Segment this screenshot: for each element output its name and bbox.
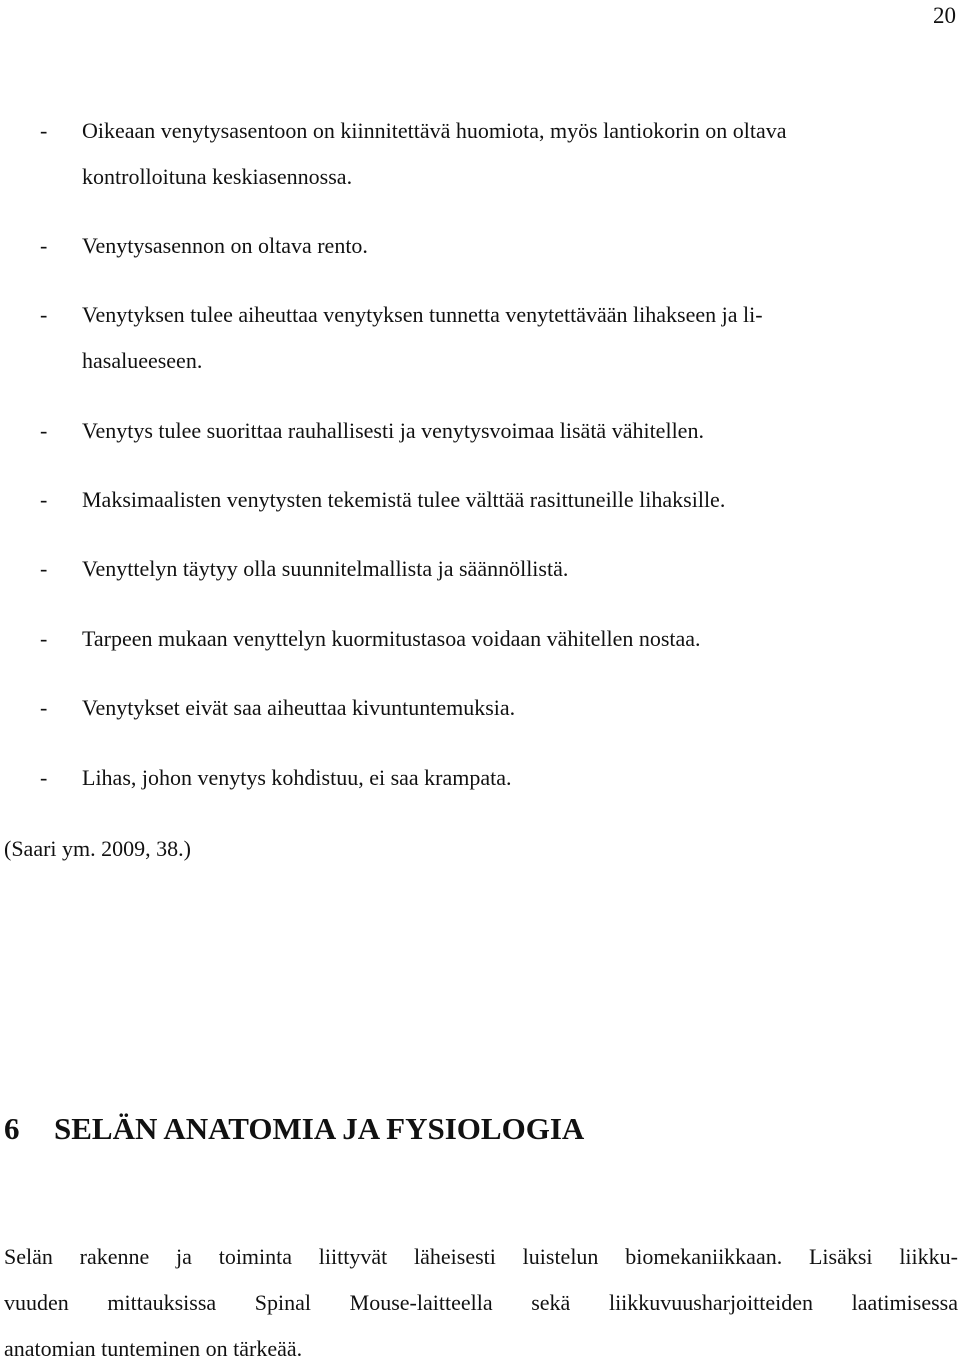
page-number: 20	[933, 3, 956, 28]
word: mittauksissa	[107, 1290, 217, 1315]
section-number: 6	[4, 1111, 20, 1146]
list-item-text: hasalueeseen.	[82, 348, 203, 373]
paragraph-line	[4, 1234, 958, 1280]
word: vuuden	[4, 1290, 69, 1315]
paragraph-line	[4, 1280, 958, 1326]
list-item-text: Venytys tulee suorittaa rauhallisesti ja venytysvoimaa lisätä vähitellen.	[82, 418, 704, 443]
bullet-dash: -	[40, 487, 48, 512]
word: biomekaniikkaan.	[625, 1244, 783, 1269]
list-item-text: Maksimaalisten venytysten tekemistä tulee välttää rasittuneille lihaksille.	[82, 487, 726, 512]
section-title: SELÄN ANATOMIA JA FYSIOLOGIA	[54, 1111, 585, 1146]
bullet-dash: -	[40, 118, 48, 143]
word: rakenne	[79, 1244, 150, 1269]
list-item-text: Oikeaan venytysasentoon on kiinnitettävä huomiota, myös lantiokorin on oltava	[82, 118, 787, 143]
bullet-dash: -	[40, 302, 48, 327]
word: läheisesti	[414, 1244, 496, 1269]
list-item-text: Lihas, johon venytys kohdistuu, ei saa krampata.	[82, 765, 512, 790]
word: toiminta	[218, 1244, 293, 1269]
section-heading	[4, 1105, 584, 1153]
paragraph-line: anatomian tunteminen on tärkeää.	[4, 1336, 303, 1361]
word: laatimisessa	[851, 1290, 958, 1315]
word: ja	[176, 1244, 192, 1269]
list-item-text: Venytyksen tulee aiheuttaa venytyksen tunnetta venytettävään lihakseen ja li-	[82, 302, 763, 327]
word: liittyvät	[318, 1244, 388, 1269]
word: Selän	[4, 1244, 53, 1269]
word: liikku-	[899, 1244, 958, 1269]
word: luistelun	[522, 1244, 599, 1269]
bullet-dash: -	[40, 233, 48, 258]
word: Mouse-laitteella	[349, 1290, 493, 1315]
citation: (Saari ym. 2009, 38.)	[4, 836, 191, 861]
list-item-text: Venytykset eivät saa aiheuttaa kivuntuntemuksia.	[82, 695, 516, 720]
word: liikkuvuusharjoitteiden	[608, 1290, 814, 1315]
bullet-dash: -	[40, 695, 48, 720]
word: Lisäksi	[808, 1244, 873, 1269]
list-item-text: Tarpeen mukaan venyttelyn kuormitustasoa voidaan vähitellen nostaa.	[82, 626, 701, 651]
bullet-dash: -	[40, 418, 48, 443]
body-paragraph	[4, 1234, 958, 1372]
word: Spinal	[254, 1290, 312, 1315]
list-item-text: Venyttelyn täytyy olla suunnitelmallista ja säännöllistä.	[82, 556, 569, 581]
bullet-dash: -	[40, 626, 48, 651]
bullet-dash: -	[40, 556, 48, 581]
list-item-text: kontrolloituna keskiasennossa.	[82, 164, 353, 189]
list-item-text: Venytysasennon on oltava rento.	[82, 233, 368, 258]
word: sekä	[531, 1290, 571, 1315]
bullet-dash: -	[40, 765, 48, 790]
